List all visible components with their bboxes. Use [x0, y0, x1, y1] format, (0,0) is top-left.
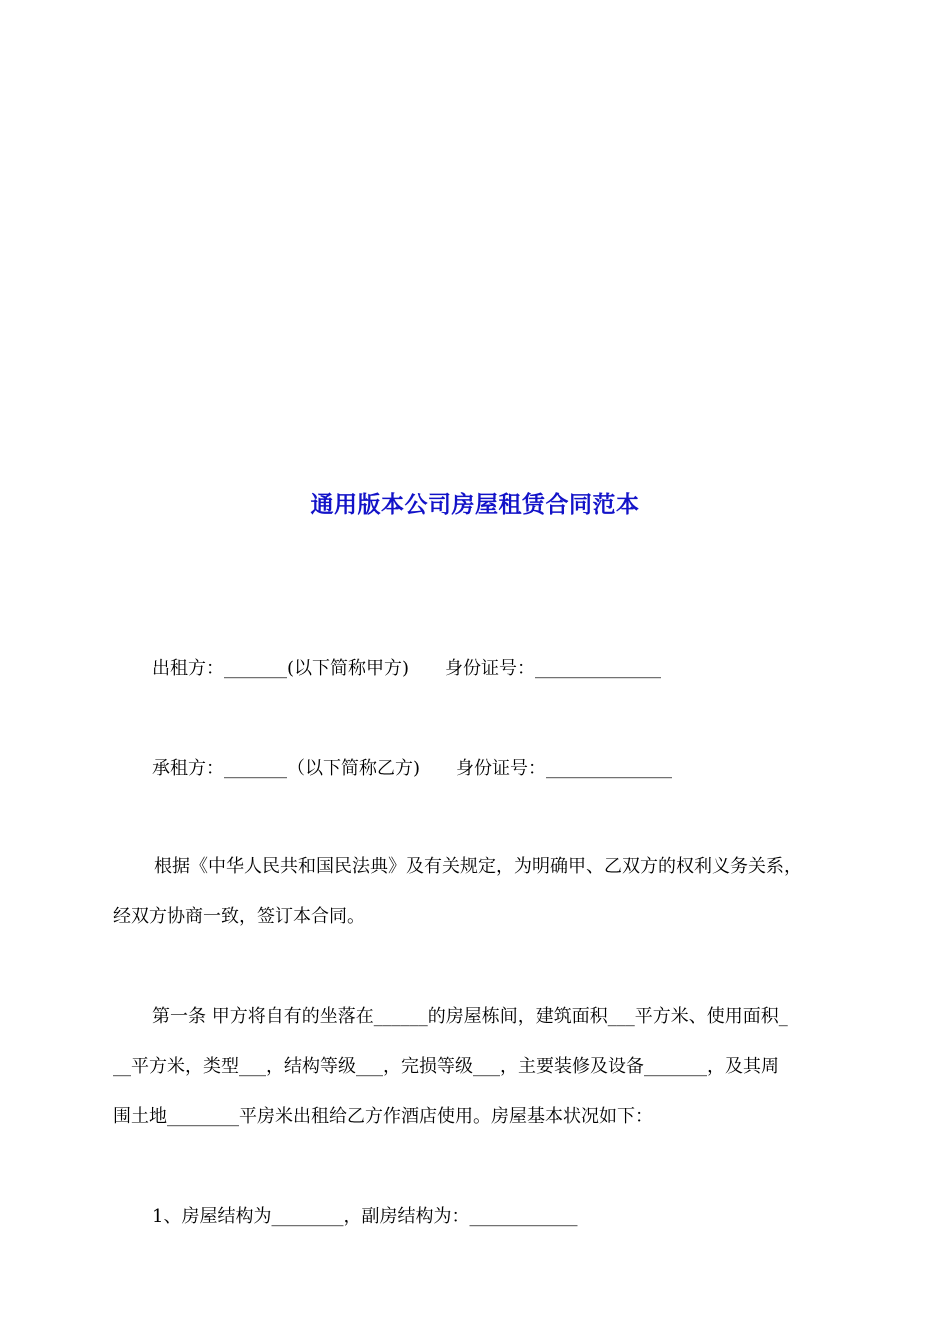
lessee-line: 承租方：_______（以下简称乙方) 身份证号：______________ [152, 758, 673, 779]
article-1-line-2: __平方米，类型___，结构等级___，完损等级___，主要装修及设备_______，及其周 [113, 1056, 779, 1077]
document-title: 通用版本公司房屋租赁合同范本 [310, 492, 640, 518]
item-1-line: 1、房屋结构为________，副房结构为：____________ [152, 1206, 578, 1227]
article-1-line-1: 第一条 甲方将自有的坐落在______的房屋栋间，建筑面积___平方米、使用面积_ [152, 1006, 788, 1027]
basis-paragraph-line-1: 根据《中华人民共和国民法典》及有关规定，为明确甲、乙双方的权利义务关系， [154, 856, 802, 877]
lessor-line: 出租方：_______(以下简称甲方) 身份证号：______________ [152, 658, 662, 679]
article-1-line-3: 围土地________平房米出租给乙方作酒店使用。房屋基本状况如下： [113, 1106, 653, 1127]
basis-paragraph-line-2: 经双方协商一致，签订本合同。 [113, 906, 365, 927]
